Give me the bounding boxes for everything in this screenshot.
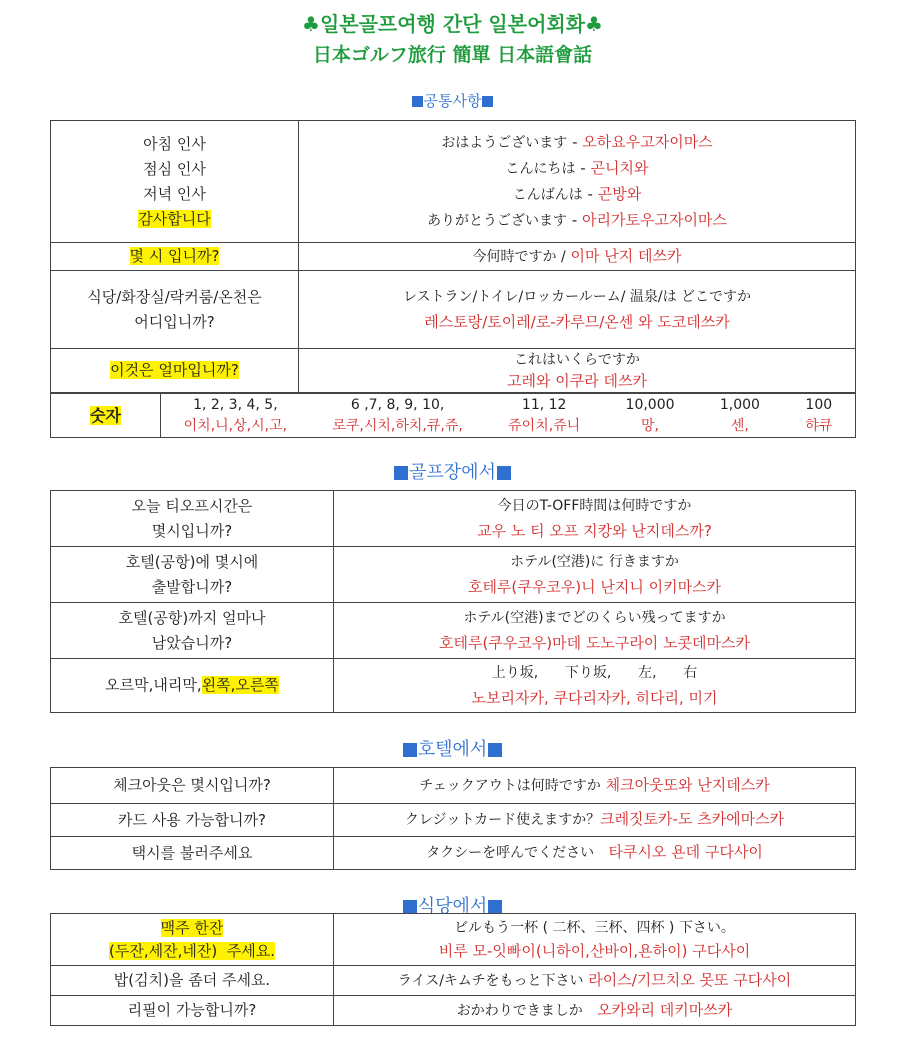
numbers-table (50, 393, 856, 438)
golf-japanese-cell (334, 491, 856, 547)
hotel-korean-cell: 택시를 불러주세요 (51, 837, 334, 870)
common-table (50, 120, 856, 393)
beer-line1: 맥주 한잔 (160, 918, 224, 937)
reading-text: 비루 모-잇빠이(니하이,산바이,욘하이) 구다사이 (438, 941, 751, 960)
refill-korean-cell: 리필이 가능합니까? (51, 996, 334, 1026)
jp-text: 上り坂, 下り坂, 左, 右 (491, 664, 698, 681)
hotel-korean-cell: 체크아웃은 몇시입니까? (51, 768, 334, 804)
beer-korean-cell (51, 914, 334, 966)
number-group (805, 395, 832, 437)
section-common-title (0, 90, 905, 111)
jp-text: ありがとうございます (427, 212, 568, 229)
number-digits: 11, 12 (521, 396, 567, 413)
section-hotel-title (0, 735, 905, 761)
table-row (51, 966, 856, 996)
reading-text: 호테루(쿠우코우)마데 도노구라이 노콧데마스카 (438, 633, 751, 652)
number-group (626, 395, 675, 437)
numbers-label-cell (51, 394, 161, 438)
jp-text: ビルもう一杯 ( 二杯、三杯、四杯 ) 下さい。 (454, 919, 735, 936)
reading-text: 호테루(쿠우코우)니 난지니 이키마스카 (467, 577, 722, 596)
table-row (51, 837, 856, 870)
korean-line: 몇시입니까? (151, 521, 233, 540)
greetings-japanese-cell (299, 121, 856, 243)
jp-text: こんにちは (505, 160, 576, 177)
number-group (184, 395, 287, 437)
golf-korean-cell (51, 603, 334, 659)
number-digits: 100 (805, 396, 833, 413)
reading-text: 라이스/기므치오 못또 구다사이 (588, 970, 792, 989)
table-row (51, 804, 856, 837)
jp-text: 今何時ですか / (472, 248, 566, 265)
title-korean: ♣일본골프여행 간단 일본어회화♣ (302, 12, 603, 36)
table-row (51, 243, 856, 271)
table-row (51, 491, 856, 547)
rice-japanese-cell (334, 966, 856, 996)
title-japanese: 日本ゴルフ旅行 簡單 日本語會話 (312, 44, 593, 66)
table-row (51, 271, 856, 349)
golf-japanese-cell (334, 547, 856, 603)
number-digits: 1,000 (719, 396, 760, 413)
greeting-morning: 아침 인사 (143, 134, 206, 153)
table-row (51, 768, 856, 804)
numbers-list (161, 395, 855, 437)
numbers-cell (161, 394, 856, 438)
slope-japanese-cell (334, 659, 856, 713)
blue-square-icon (482, 96, 493, 107)
korean-line: 남았습니까? (151, 633, 233, 652)
time-japanese-cell (299, 243, 856, 271)
jp-text: こんばんは (512, 186, 583, 203)
jp-text: クレジットカード使えますか？ (404, 812, 601, 828)
where-question-line1: 식당/화장실/락커룸/온천은 (87, 287, 262, 306)
number-group (720, 395, 760, 437)
number-reading: 망, (641, 417, 660, 434)
hotel-japanese-cell (334, 768, 856, 804)
jp-text: おかわりできましか (456, 1002, 583, 1019)
refill-japanese-cell (334, 996, 856, 1026)
reading-text: 크레짓토카-도 츠카에마스카 (600, 810, 785, 828)
slope-label: 오르막,내리막, (105, 676, 202, 694)
number-reading: 햐큐 (805, 417, 833, 434)
blue-square-icon (394, 466, 408, 480)
jp-text: ライス/キムチをもっと下さい (397, 972, 584, 989)
jp-text: ホテル(空港)に 行きますか (510, 553, 679, 570)
reading-text: 아리가토우고자이마스 (582, 210, 727, 229)
hotel-japanese-cell (334, 837, 856, 870)
slope-korean-cell (51, 659, 334, 713)
jp-text: タクシーを呼んでください (426, 845, 595, 861)
separator: - (567, 210, 583, 229)
reading-text: 교우 노 티 오프 지캉와 난지데스까? (477, 521, 712, 540)
reading-text: 곤방와 (597, 184, 642, 203)
beer-japanese-cell (334, 914, 856, 966)
number-reading: 센, (730, 417, 749, 434)
number-group (332, 395, 462, 437)
reading-text: 오카와리 데키마쓰카 (597, 1000, 733, 1019)
blue-square-icon (488, 900, 502, 914)
separator: - (567, 132, 583, 151)
golf-table (50, 490, 856, 713)
time-korean-cell (51, 243, 299, 271)
golf-japanese-cell (334, 603, 856, 659)
numbers-label: 숫자 (90, 406, 121, 425)
rice-korean-cell: 밥(김치)을 좀더 주세요. (51, 966, 334, 996)
table-row (51, 659, 856, 713)
reading-text: 곤니치와 (590, 158, 649, 177)
jp-text: ホテル(空港)までどのくらい残ってますか (463, 609, 726, 626)
section-golf-title (0, 458, 905, 484)
section-common-label: 공통사항 (423, 92, 482, 110)
number-digits: 10,000 (625, 396, 675, 413)
reading-text: 노보리자카, 쿠다리자카, 히다리, 미기 (471, 688, 718, 707)
reading-text: 고레와 이쿠라 데쓰카 (507, 371, 647, 390)
greeting-thanks: 감사합니다 (138, 209, 211, 228)
number-reading: 쥬이치,쥬니 (508, 417, 581, 434)
where-question-line2: 어디입니까? (134, 312, 215, 331)
number-digits: 6 ,7, 8, 9, 10, (350, 396, 445, 413)
blue-square-icon (488, 743, 502, 757)
hotel-table (50, 767, 856, 870)
golf-korean-cell (51, 491, 334, 547)
reading-text: 레스토랑/토이레/로-카루므/온센 와 도코데쓰카 (424, 312, 730, 331)
beer-line2: (두잔,세잔,네잔) (109, 941, 218, 960)
time-question: 몇 시 입니까? (129, 247, 220, 265)
price-japanese-cell (299, 349, 856, 393)
hotel-korean-cell: 카드 사용 가능합니까? (51, 804, 334, 837)
separator: - (575, 158, 591, 177)
price-question: 이것은 얼마입니까? (110, 361, 239, 379)
jp-text: チェックアウトは何時ですか (419, 777, 601, 794)
blue-square-icon (403, 900, 417, 914)
section-restaurant-label: 식당에서 (417, 896, 488, 917)
greeting-evening: 저녁 인사 (143, 184, 206, 203)
number-reading: 로쿠,시치,하치,큐,쥬, (332, 417, 463, 434)
table-row (51, 603, 856, 659)
number-group (508, 395, 580, 437)
golf-korean-cell (51, 547, 334, 603)
where-korean-cell (51, 271, 299, 349)
table-row (51, 121, 856, 243)
beer-line2-end: 주세요. (226, 941, 275, 960)
korean-line: 출발합니까? (151, 577, 233, 596)
korean-line: 오늘 티오프시간은 (131, 496, 253, 515)
korean-line: 호텔(공항)에 몇시에 (125, 552, 259, 571)
table-row (51, 349, 856, 393)
number-reading: 이치,니,상,시,고, (183, 417, 288, 434)
where-japanese-cell (299, 271, 856, 349)
section-golf-label: 골프장에서 (409, 462, 496, 483)
section-hotel-label: 호텔에서 (417, 739, 488, 760)
separator: - (582, 184, 598, 203)
jp-text: これはいくらですか (514, 351, 640, 368)
number-digits: 1, 2, 3, 4, 5, (193, 396, 278, 413)
blue-square-icon (497, 466, 511, 480)
jp-text: レストラン/トイレ/ロッカールーム/ 温泉/は どこですか (402, 288, 752, 305)
hotel-japanese-cell (334, 804, 856, 837)
blue-square-icon (403, 743, 417, 757)
greeting-noon: 점심 인사 (143, 159, 206, 178)
table-row (51, 996, 856, 1026)
reading-text: 이마 난지 데쓰카 (570, 246, 682, 265)
greetings-korean-cell (51, 121, 299, 243)
reading-text: 타쿠시오 욘데 구다사이 (608, 843, 763, 861)
direction-label: 왼쪽,오른쪽 (201, 676, 279, 694)
korean-line: 호텔(공항)까지 얼마나 (118, 608, 266, 627)
jp-text: おはようございます (441, 134, 568, 151)
table-row (51, 914, 856, 966)
table-row (51, 547, 856, 603)
restaurant-table (50, 913, 856, 1026)
blue-square-icon (412, 96, 423, 107)
table-row (51, 394, 856, 438)
reading-text: 오하요우고자이마스 (582, 132, 713, 151)
reading-text: 체크아웃또와 난지데스카 (605, 775, 770, 794)
jp-text: 今日のT-OFF時間は何時ですか (497, 497, 692, 514)
price-korean-cell (51, 349, 299, 393)
